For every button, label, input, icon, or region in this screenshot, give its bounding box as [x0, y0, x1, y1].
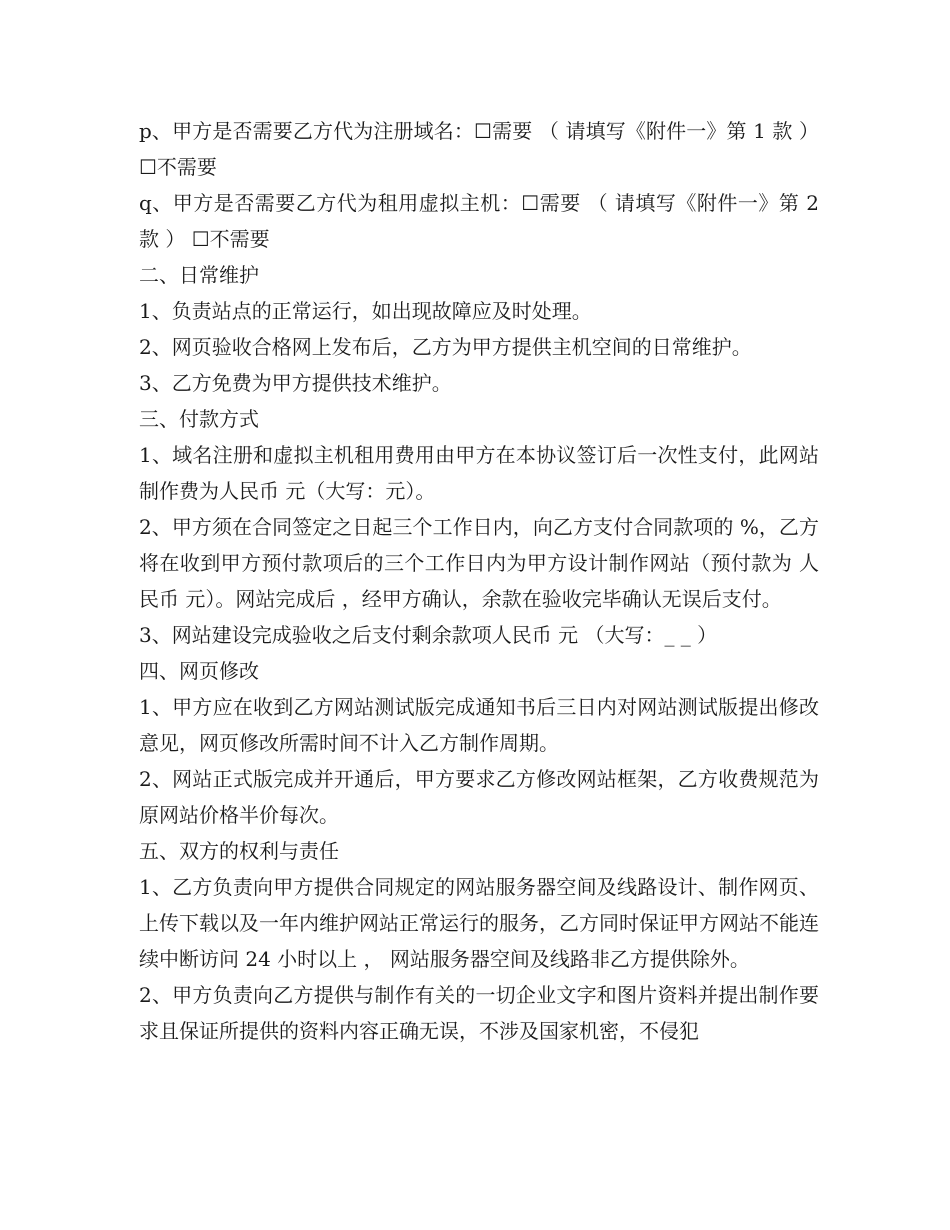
section-heading-daily-maintenance: 二、日常维护: [139, 263, 259, 287]
payment-item-1: 1、域名注册和虚拟主机租用费用由甲方在本协议签订后一次性支付，此网站制作费为人民币 元（大写：元）。: [139, 443, 819, 503]
maintenance-item-3: 3、乙方免费为甲方提供技术维护。: [139, 371, 452, 395]
document-body: [139, 113, 826, 1049]
rights-item-2: 2、甲方负责向乙方提供与制作有关的一切企业文字和图片资料并提出制作要求且保证所提供的资料内容正确无误，不涉及国家机密，不侵犯: [139, 983, 819, 1043]
modification-item-1: 1、甲方应在收到乙方网站测试版完成通知书后三日内对网站测试版提出修改意见，网页修改所需时间不计入乙方制作周期。: [139, 695, 819, 755]
maintenance-item-2: 2、网页验收合格网上发布后，乙方为甲方提供主机空间的日常维护。: [139, 335, 752, 359]
rights-item-1: 1、乙方负责向甲方提供合同规定的网站服务器空间及线路设计、制作网页、上传下载以及一年内维护网站正常运行的服务，乙方同时保证甲方网站不能连续中断访问 24 小时以上 ， 网站服务器空间及线路非乙方提供除外。: [139, 875, 819, 971]
clause-q-virtual-host: q、甲方是否需要乙方代为租用虚拟主机：☐需要 （ 请填写《附件一》第 2 款 ） ☐不需要: [139, 191, 826, 251]
section-heading-payment: 三、付款方式: [139, 407, 259, 431]
maintenance-item-1: 1、负责站点的正常运行，如出现故障应及时处理。: [139, 299, 592, 323]
section-heading-page-modification: 四、网页修改: [139, 659, 259, 683]
payment-item-3: 3、网站建设完成验收之后支付剩余款项人民币 元 （大写：_ _ ）: [139, 623, 718, 647]
section-heading-rights-responsibilities: 五、双方的权利与责任: [139, 839, 339, 863]
clause-p-domain-registration: p、甲方是否需要乙方代为注册域名：☐需要 （ 请填写《附件一》第 1 款 ） ☐不需要: [139, 119, 826, 179]
payment-item-2: 2、甲方须在合同签定之日起三个工作日内，向乙方支付合同款项的 %，乙方将在收到甲方预付款项后的三个工作日内为甲方设计制作网站（预付款为 人民币 元）。网站完成后 ，经甲方确认，余款在验收完毕确认无误后支付。: [139, 515, 819, 611]
modification-item-2: 2、网站正式版完成并开通后，甲方要求乙方修改网站框架，乙方收费规范为原网站价格半价每次。: [139, 767, 819, 827]
